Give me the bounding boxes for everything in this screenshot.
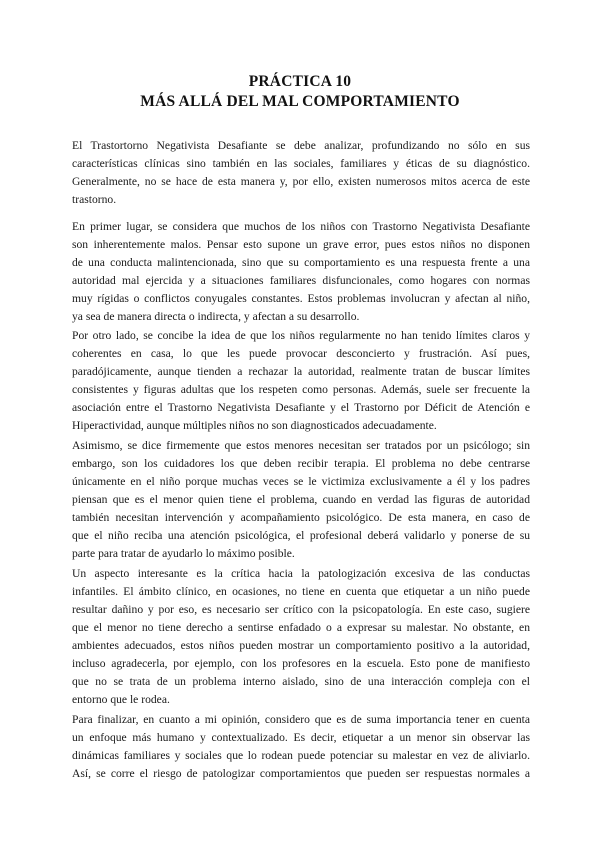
text-line: consistentes y figuras adultas que los respeten como personas. Además, suele ser frecuente la [72, 383, 530, 396]
text-line: muy rígidas o conflictos conyugales constantes. Estos problemas involucran y afectan al niño, [72, 292, 530, 305]
text-line: Hiperactividad, aunque múltiples niños no son diagnosticados adecuadamente. [72, 419, 437, 432]
text-line: únicamente en el niño porque muchas veces se le victimiza exclusivamente a él y los padres [72, 475, 530, 488]
text-line: ya sea de manera directa o indirecta, y afectan a su desarrollo. [72, 310, 360, 323]
text-line: Por otro lado, se concibe la idea de que los niños regularmente no han tenido límites claros y [72, 329, 530, 342]
text-line: incluso agradecerla, por ejemplo, con los profesores en la escuela. Esto pone de manifiesto [72, 657, 530, 670]
text-line: coherentes en casa, lo que les puede provocar desconcierto y frustración. Así pues, [72, 347, 530, 360]
paragraph-first-myth [72, 218, 530, 326]
text-line: Para finalizar, en cuanto a mi opinión, considero que es de suma importancia tener en cuenta [72, 713, 530, 726]
text-line: son inherentemente malos. Pensar esto supone un grave error, pues estos niños no disponen [72, 238, 530, 251]
text-line: En primer lugar, se considera que muchos de los niños con Trastorno Negativista Desafiante [72, 220, 530, 233]
text-line: trastorno. [72, 193, 117, 206]
paragraph-pathologization [72, 565, 530, 709]
text-line: asociación entre el Trastorno Negativista Desafiante y el Trastorno por Déficit de Atención e [72, 401, 530, 414]
text-line: de una conducta malintencionada, sino que su comportamiento es una respuesta frente a una [72, 256, 530, 269]
document-title-line-1: PRÁCTICA 10 [248, 73, 352, 90]
text-line: autoridad mal ejercida y a situaciones familiares disfuncionales, como hogares con normas [72, 274, 530, 287]
document-title-line-2: MÁS ALLÁ DEL MAL COMPORTAMIENTO [140, 93, 460, 110]
text-line: que el niño reciba una atención psicológica, el profesional deberá validarlo y ponerse de su [72, 529, 530, 542]
text-line: también necesitan intervención y acompañamiento psicológico. De esta manera, en caso de [72, 511, 530, 524]
text-line: Un aspecto interesante es la crítica hacia la patologización excesiva de las conductas [72, 567, 530, 580]
text-line: ambientes adecuados, estos niños pueden mostrar un comportamiento positivo a la autoridad, [72, 639, 530, 652]
text-line: que no se trata de un problema interno aislado, sino de una interacción compleja con el [72, 675, 530, 688]
paragraph-intro [72, 137, 530, 209]
text-line: dinámicas familiares y sociales que lo rodean puede potenciar su malestar en vez de aliviarlo. [72, 749, 530, 762]
text-line: Generalmente, no se hace de esta manera y, por ello, existen numerosos mitos acerca de este [72, 175, 530, 188]
paragraph-therapy [72, 437, 530, 563]
text-line: infantiles. El ámbito clínico, en ocasiones, no tiene en cuenta que etiquetar a un niño puede [72, 585, 530, 598]
text-line: piensan que es el menor quien tiene el problema, cuando en verdad las figuras de autoridad [72, 493, 530, 506]
paragraph-limits [72, 327, 530, 435]
text-line: parte para tratar de ayudarlo lo máximo posible. [72, 547, 295, 560]
paragraph-conclusion [72, 711, 530, 783]
text-line: entorno que le rodea. [72, 693, 170, 706]
text-line: Asimismo, se dice firmemente que estos menores necesitan ser tratados por un psicólogo; sin [72, 439, 530, 452]
text-line: un enfoque más humano y contextualizado. Es decir, etiquetar a un menor sin observar las [72, 731, 530, 744]
text-line: El Trastortorno Negativista Desafiante se debe analizar, profundizando no sólo en sus [72, 139, 530, 152]
text-line: Así, se corre el riesgo de patologizar comportamientos que pueden ser respuestas normales a [72, 767, 530, 780]
text-line: características clínicas sino también en las sociales, familiares y éticas de su diagnóstico. [72, 157, 530, 170]
text-line: paradójicamente, aunque tienden a rechazar la autoridad, realmente tratan de buscar límites [72, 365, 530, 378]
text-line: embargo, son los cuidadores los que deben recibir terapia. El problema no debe centrarse [72, 457, 530, 470]
text-line: que el menor no tiene derecho a sentirse enfadado o a expresar su malestar. No obstante, en [72, 621, 530, 634]
text-line: resultar dañino y por eso, es necesario ser crítico con la psicopatología. En este caso, sugiere [72, 603, 530, 616]
